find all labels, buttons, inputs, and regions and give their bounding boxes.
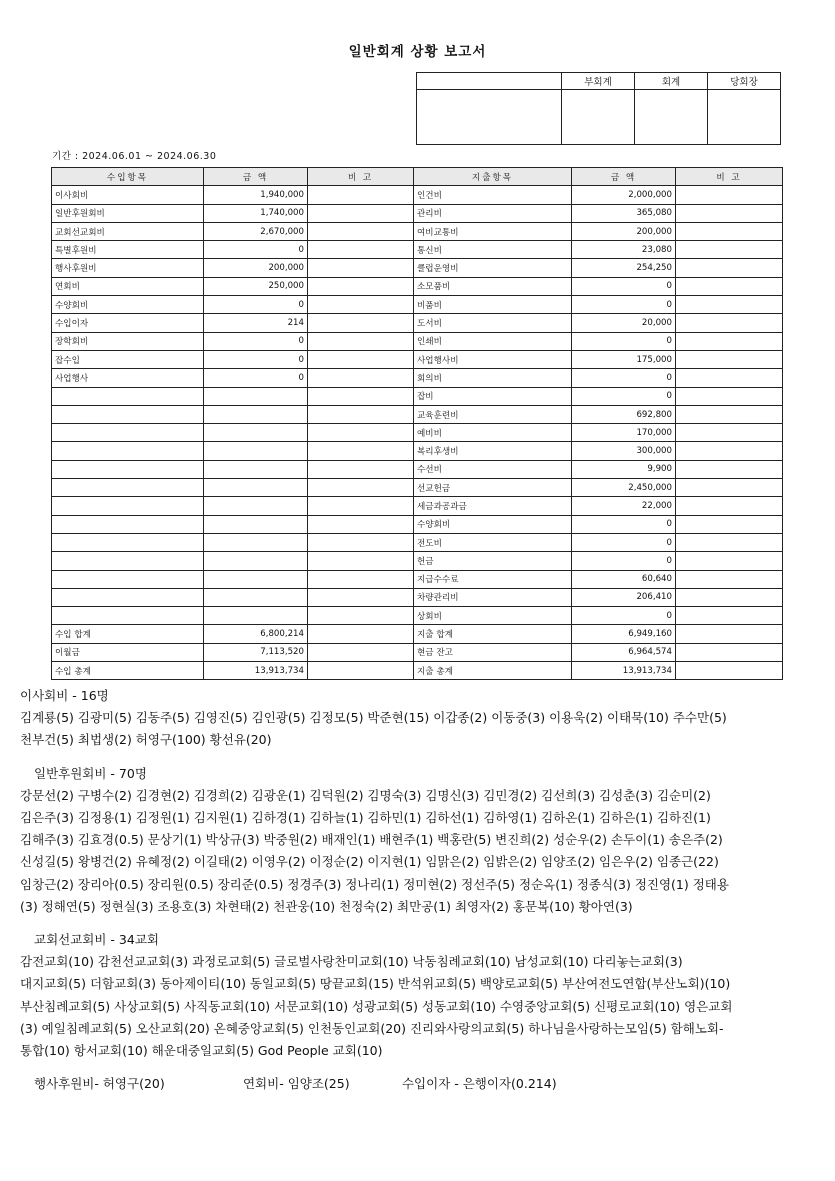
board-fee-header: 이사회비 - 16명 — [20, 688, 109, 703]
expense-note-cell — [676, 296, 783, 314]
income-note-cell — [308, 405, 414, 423]
approval-label-treasurer: 회계 — [635, 73, 708, 90]
expense-note-cell — [676, 515, 783, 533]
church-fee-line: 통합(10) 항서교회(10) 해운대중일교회(5) God People 교회(10) — [20, 1043, 383, 1059]
expense-amount-cell: 0 — [572, 607, 676, 625]
income-note-cell — [308, 643, 414, 661]
income-note-cell — [308, 369, 414, 387]
expense-amount-cell: 9,900 — [572, 460, 676, 478]
income-amount-cell — [204, 588, 308, 606]
expense-item-cell: 지출 총계 — [414, 662, 572, 680]
income-amount-cell — [204, 570, 308, 588]
expense-amount-cell: 2,450,000 — [572, 479, 676, 497]
expense-note-cell — [676, 387, 783, 405]
general-fee-line: 임창근(2) 장리아(0.5) 장리원(0.5) 장리준(0.5) 정경주(3) 정나리(1) 정미현(2) 정선주(5) 정순옥(1) 정종식(3) 정진영(1) 정태용 — [20, 876, 729, 892]
expense-item-cell: 차량관리비 — [414, 588, 572, 606]
income-item-cell: 행사후원비 — [52, 259, 204, 277]
header-expense-amount: 금 액 — [572, 168, 676, 186]
expense-amount-cell: 300,000 — [572, 442, 676, 460]
income-amount-cell: 0 — [204, 369, 308, 387]
income-note-cell — [308, 277, 414, 295]
expense-item-cell: 잡비 — [414, 387, 572, 405]
income-note-cell — [308, 424, 414, 442]
income-amount-cell — [204, 387, 308, 405]
expense-item-cell: 소모품비 — [414, 277, 572, 295]
income-note-cell — [308, 497, 414, 515]
ledger-row — [52, 460, 783, 478]
expense-note-cell — [676, 588, 783, 606]
annual-fee-note: 연회비- 임양조(25) — [242, 1076, 350, 1092]
approval-box — [416, 72, 781, 145]
ledger-row — [52, 387, 783, 405]
income-amount-cell: 2,670,000 — [204, 222, 308, 240]
expense-item-cell: 지출 합계 — [414, 625, 572, 643]
income-item-cell: 교회선교회비 — [52, 222, 204, 240]
ledger-row — [52, 204, 783, 222]
income-amount-cell — [204, 497, 308, 515]
expense-amount-cell: 254,250 — [572, 259, 676, 277]
expense-item-cell: 클럽운영비 — [414, 259, 572, 277]
expense-item-cell: 전도비 — [414, 533, 572, 551]
general-fee-header: 일반후원회비 - 70명 — [34, 765, 147, 781]
expense-amount-cell: 0 — [572, 296, 676, 314]
approval-label-pastor: 당회장 — [708, 73, 781, 90]
income-note-cell — [308, 625, 414, 643]
expense-amount-cell: 175,000 — [572, 350, 676, 368]
income-note-cell — [308, 296, 414, 314]
event-sponsor-note: 행사후원비- 허영구(20) — [34, 1076, 165, 1092]
expense-item-cell: 사업행사비 — [414, 350, 572, 368]
ledger-row — [52, 277, 783, 295]
board-fee-line: 천부건(5) 최법생(2) 허영구(100) 황선유(20) — [20, 732, 272, 748]
expense-item-cell: 세금과공과금 — [414, 497, 572, 515]
income-amount-cell: 0 — [204, 350, 308, 368]
expense-item-cell: 지급수수료 — [414, 570, 572, 588]
ledger-row — [52, 442, 783, 460]
income-note-cell — [308, 515, 414, 533]
expense-item-cell: 관리비 — [414, 204, 572, 222]
income-note-cell — [308, 588, 414, 606]
income-amount-cell: 7,113,520 — [204, 643, 308, 661]
income-item-cell: 특별후원비 — [52, 241, 204, 259]
expense-item-cell: 수선비 — [414, 460, 572, 478]
expense-note-cell — [676, 533, 783, 551]
income-item-cell — [52, 570, 204, 588]
expense-amount-cell: 2,000,000 — [572, 186, 676, 204]
income-amount-cell: 0 — [204, 241, 308, 259]
expense-note-cell — [676, 570, 783, 588]
expense-note-cell — [676, 222, 783, 240]
income-item-cell: 일반후원회비 — [52, 204, 204, 222]
expense-amount-cell: 6,949,160 — [572, 625, 676, 643]
expense-amount-cell: 6,964,574 — [572, 643, 676, 661]
expense-item-cell: 인건비 — [414, 186, 572, 204]
signature-cell-pastor — [708, 90, 781, 145]
income-note-cell — [308, 607, 414, 625]
report-period: 기간 : 2024.06.01 ~ 2024.06.30 — [52, 151, 217, 162]
income-item-cell — [52, 497, 204, 515]
expense-note-cell — [676, 552, 783, 570]
income-amount-cell: 214 — [204, 314, 308, 332]
expense-item-cell: 통신비 — [414, 241, 572, 259]
expense-item-cell: 헌금 — [414, 552, 572, 570]
income-amount-cell — [204, 405, 308, 423]
expense-amount-cell: 0 — [572, 533, 676, 551]
expense-item-cell: 여비교통비 — [414, 222, 572, 240]
approval-label-vice-treasurer: 부회계 — [562, 73, 635, 90]
header-income-item: 수입항목 — [52, 168, 204, 186]
ledger-row — [52, 662, 783, 680]
ledger-header-row — [52, 168, 783, 186]
income-amount-cell: 0 — [204, 296, 308, 314]
expense-amount-cell: 22,000 — [572, 497, 676, 515]
board-fee-line: 김계룡(5) 김광미(5) 김동주(5) 김영진(5) 김인광(5) 김정모(5) 박준현(15) 이갑종(2) 이동중(3) 이용욱(2) 이태묵(10) 주수만(5) — [20, 710, 727, 726]
expense-amount-cell: 365,080 — [572, 204, 676, 222]
ledger-row — [52, 479, 783, 497]
expense-note-cell — [676, 497, 783, 515]
expense-item-cell: 현금 잔고 — [414, 643, 572, 661]
expense-note-cell — [676, 405, 783, 423]
expense-note-cell — [676, 204, 783, 222]
income-item-cell: 수입 총계 — [52, 662, 204, 680]
expense-item-cell: 비품비 — [414, 296, 572, 314]
income-amount-cell: 1,740,000 — [204, 204, 308, 222]
expense-item-cell: 선교헌금 — [414, 479, 572, 497]
ledger-row — [52, 369, 783, 387]
income-note-cell — [308, 479, 414, 497]
income-note-cell — [308, 186, 414, 204]
income-amount-cell: 250,000 — [204, 277, 308, 295]
ledger-row — [52, 314, 783, 332]
ledger-row — [52, 515, 783, 533]
expense-amount-cell: 206,410 — [572, 588, 676, 606]
income-amount-cell: 6,800,214 — [204, 625, 308, 643]
ledger-row — [52, 296, 783, 314]
income-note-cell — [308, 387, 414, 405]
income-item-cell — [52, 515, 204, 533]
ledger-table — [51, 167, 783, 680]
signature-cell-treasurer — [635, 90, 708, 145]
income-item-cell — [52, 442, 204, 460]
expense-note-cell — [676, 442, 783, 460]
expense-amount-cell: 170,000 — [572, 424, 676, 442]
expense-amount-cell: 13,913,734 — [572, 662, 676, 680]
ledger-row — [52, 607, 783, 625]
income-item-cell: 잡수입 — [52, 350, 204, 368]
expense-item-cell: 도서비 — [414, 314, 572, 332]
income-note-cell — [308, 570, 414, 588]
expense-note-cell — [676, 479, 783, 497]
general-fee-line: 김해주(3) 김효경(0.5) 문상기(1) 박상규(3) 박중원(2) 배재인(1) 배현주(1) 백홍란(5) 변진희(2) 성순우(2) 손두이(1) 송은주(2) — [20, 832, 723, 848]
footer-notes — [20, 1073, 820, 1095]
ledger-row — [52, 405, 783, 423]
income-amount-cell — [204, 607, 308, 625]
income-note-cell — [308, 442, 414, 460]
expense-amount-cell: 0 — [572, 515, 676, 533]
header-income-amount: 금 액 — [204, 168, 308, 186]
general-fee-line: 김은주(3) 김정용(1) 김정원(1) 김지원(1) 김하경(1) 김하늘(1) 김하민(1) 김하선(1) 김하영(1) 김하온(1) 김하은(1) 김하진(1) — [20, 810, 711, 826]
ledger-row — [52, 259, 783, 277]
ledger-row — [52, 552, 783, 570]
ledger-row — [52, 241, 783, 259]
ledger-row — [52, 332, 783, 350]
income-item-cell: 장학회비 — [52, 332, 204, 350]
income-note-cell — [308, 259, 414, 277]
income-item-cell: 사업행사 — [52, 369, 204, 387]
ledger-row — [52, 424, 783, 442]
expense-note-cell — [676, 241, 783, 259]
expense-note-cell — [676, 460, 783, 478]
header-expense-item: 지출항목 — [414, 168, 572, 186]
income-note-cell — [308, 460, 414, 478]
income-amount-cell — [204, 552, 308, 570]
header-expense-note: 비 고 — [676, 168, 783, 186]
ledger-row — [52, 186, 783, 204]
income-item-cell — [52, 387, 204, 405]
income-item-cell — [52, 424, 204, 442]
income-note-cell — [308, 350, 414, 368]
income-note-cell — [308, 241, 414, 259]
expense-note-cell — [676, 350, 783, 368]
income-note-cell — [308, 552, 414, 570]
expense-amount-cell: 692,800 — [572, 405, 676, 423]
income-item-cell: 수입이자 — [52, 314, 204, 332]
expense-item-cell: 수양회비 — [414, 515, 572, 533]
expense-amount-cell: 0 — [572, 277, 676, 295]
approval-blank-cell — [417, 73, 562, 90]
general-fee-line: (3) 정해연(5) 정현실(3) 조용호(3) 차현태(2) 천관웅(10) 천정숙(2) 최만공(1) 최영자(2) 홍문복(10) 황아연(3) — [20, 898, 633, 914]
expense-amount-cell: 0 — [572, 387, 676, 405]
expense-note-cell — [676, 643, 783, 661]
expense-amount-cell: 0 — [572, 332, 676, 350]
approval-blank-cell — [417, 90, 562, 145]
income-item-cell — [52, 533, 204, 551]
income-amount-cell — [204, 479, 308, 497]
expense-amount-cell: 23,080 — [572, 241, 676, 259]
income-item-cell — [52, 588, 204, 606]
expense-item-cell: 교육훈련비 — [414, 405, 572, 423]
income-note-cell — [308, 533, 414, 551]
income-item-cell: 연회비 — [52, 277, 204, 295]
church-fee-line: 부산침례교회(5) 사상교회(5) 사직동교회(10) 서문교회(10) 성광교회(5) 성동교회(10) 수영중앙교회(5) 신평로교회(10) 영은교회 — [20, 998, 733, 1014]
general-fee-line: 강문선(2) 구병수(2) 김경현(2) 김경희(2) 김광운(1) 김덕원(2) 김명숙(3) 김명신(3) 김민경(2) 김선희(3) 김성춘(3) 김순미(2) — [20, 787, 711, 803]
expense-item-cell: 인쇄비 — [414, 332, 572, 350]
income-item-cell: 이사회비 — [52, 186, 204, 204]
signature-cell-vice-treasurer — [562, 90, 635, 145]
income-note-cell — [308, 332, 414, 350]
ledger-row — [52, 625, 783, 643]
expense-item-cell: 상회비 — [414, 607, 572, 625]
income-item-cell — [52, 479, 204, 497]
expense-item-cell: 복리후생비 — [414, 442, 572, 460]
ledger-row — [52, 570, 783, 588]
income-amount-cell — [204, 533, 308, 551]
income-note-cell — [308, 222, 414, 240]
income-amount-cell — [204, 515, 308, 533]
income-amount-cell: 1,940,000 — [204, 186, 308, 204]
church-fee-line: (3) 예일침례교회(5) 오산교회(20) 온혜중앙교회(5) 인천동인교회(20) 진리와사랑의교회(5) 하나님을사랑하는모임(5) 함해노회- — [20, 1020, 724, 1036]
expense-note-cell — [676, 332, 783, 350]
expense-amount-cell: 20,000 — [572, 314, 676, 332]
ledger-row — [52, 350, 783, 368]
ledger-body — [52, 186, 783, 680]
expense-note-cell — [676, 277, 783, 295]
expense-note-cell — [676, 424, 783, 442]
church-fee-line: 대지교회(5) 더함교회(3) 동아제이티(10) 동일교회(5) 땅끝교회(15) 반석위교회(5) 백양로교회(5) 부산여전도연합(부산노회)(10) — [20, 976, 731, 992]
expense-note-cell — [676, 607, 783, 625]
notes-section — [20, 685, 820, 1095]
church-fee-header: 교회선교회비 - 34교회 — [34, 932, 159, 948]
income-item-cell — [52, 607, 204, 625]
expense-amount-cell: 60,640 — [572, 570, 676, 588]
church-fee-line: 감전교회(10) 감천선교교회(3) 과정로교회(5) 글로벌사랑찬미교회(10) 낙동침례교회(10) 남성교회(10) 다리놓는교회(3) — [20, 954, 683, 970]
expense-note-cell — [676, 662, 783, 680]
income-amount-cell: 200,000 — [204, 259, 308, 277]
ledger-row — [52, 533, 783, 551]
income-item-cell: 수입 합계 — [52, 625, 204, 643]
expense-note-cell — [676, 369, 783, 387]
expense-item-cell: 예비비 — [414, 424, 572, 442]
income-item-cell — [52, 552, 204, 570]
interest-income-note: 수입이자 - 은행이자(0.214) — [401, 1076, 557, 1092]
income-amount-cell: 0 — [204, 332, 308, 350]
general-fee-line: 신성길(5) 왕병건(2) 유혜정(2) 이길태(2) 이영우(2) 이정순(2) 이지현(1) 임맑은(2) 임밝은(2) 임양조(2) 임은우(2) 임종근(22) — [20, 854, 719, 870]
income-amount-cell: 13,913,734 — [204, 662, 308, 680]
expense-note-cell — [676, 625, 783, 643]
expense-note-cell — [676, 314, 783, 332]
expense-note-cell — [676, 259, 783, 277]
income-amount-cell — [204, 442, 308, 460]
income-item-cell: 이월금 — [52, 643, 204, 661]
ledger-row — [52, 222, 783, 240]
income-note-cell — [308, 204, 414, 222]
expense-note-cell — [676, 186, 783, 204]
income-item-cell — [52, 460, 204, 478]
income-item-cell: 수양회비 — [52, 296, 204, 314]
ledger-row — [52, 497, 783, 515]
report-title: 일반회계 상황 보고서 — [348, 44, 487, 60]
income-item-cell — [52, 405, 204, 423]
expense-amount-cell: 0 — [572, 552, 676, 570]
ledger-row — [52, 588, 783, 606]
expense-amount-cell: 0 — [572, 369, 676, 387]
header-income-note: 비 고 — [308, 168, 414, 186]
ledger-row — [52, 643, 783, 661]
income-amount-cell — [204, 460, 308, 478]
income-note-cell — [308, 314, 414, 332]
income-note-cell — [308, 662, 414, 680]
expense-amount-cell: 200,000 — [572, 222, 676, 240]
income-amount-cell — [204, 424, 308, 442]
expense-item-cell: 회의비 — [414, 369, 572, 387]
